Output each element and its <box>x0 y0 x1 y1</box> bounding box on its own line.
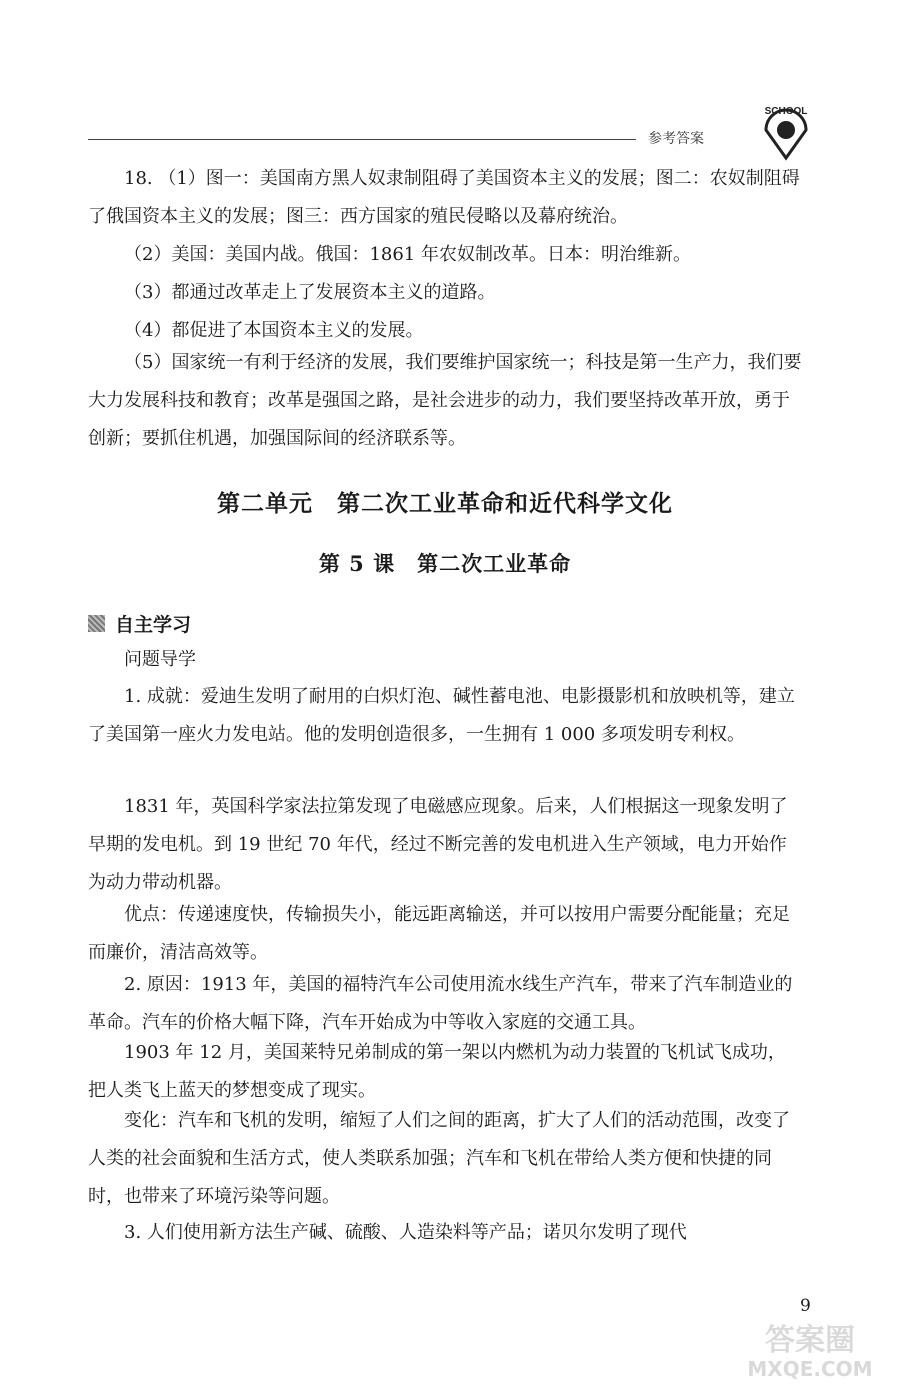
page-number: 9 <box>800 1296 811 1316</box>
main-paragraph-2: 1831 年，英国科学家法拉第发现了电磁感应现象。后来，人们根据这一现象发明了早期的发电机。到 19 世纪 70 年代，经过不断完善的发电机进入生产领域，电力开始作为动力带动机器。 <box>88 796 788 893</box>
section-heading <box>88 606 191 640</box>
school-logo <box>756 100 816 162</box>
header-label: 参考答案 <box>648 131 704 147</box>
main-paragraph-6: 变化：汽车和飞机的发明，缩短了人们之间的距离，扩大了人们的活动范围，改变了人类的社会面貌和生活方式，使人类联系加强；汽车和飞机在带给人类方便和快捷的同时，也带来了环境污染等问题。 <box>88 1110 790 1207</box>
answer-18-part-3: （3）都通过改革走上了发展资本主义的道路。 <box>124 282 496 303</box>
unit-title: 第二单元 第二次工业革命和近代科学文化 <box>217 491 673 517</box>
logo-text: SCHOOL <box>764 106 808 117</box>
lesson-title: 第 5 课 第二次工业革命 <box>318 551 572 576</box>
answer-18-part-2: （2）美国：美国内战。俄国：1861 年农奴制改革。日本：明治维新。 <box>124 244 691 265</box>
header-rule <box>88 139 636 140</box>
answer-18-part-5: （5）国家统一有利于经济的发展，我们要维护国家统一；科技是第一生产力，我们要大力发展科技和教育；改革是强国之路，是社会进步的动力，我们要坚持改革开放，勇于创新；要抓住机遇，加强国际间的经济联系等。 <box>88 352 802 449</box>
main-paragraph-4: 2. 原因：1913 年，美国的福特汽车公司使用流水线生产汽车，带来了汽车制造业的革命。汽车的价格大幅下降，汽车开始成为中等收入家庭的交通工具。 <box>88 974 793 1033</box>
section-marker-icon <box>88 615 105 632</box>
sub-heading: 问题导学 <box>124 649 196 670</box>
main-paragraph-5: 1903 年 12 月，美国莱特兄弟制成的第一架以内燃机为动力装置的飞机试飞成功，把人类飞上蓝天的梦想变成了现实。 <box>88 1042 786 1101</box>
answer-18-part-4: （4）都促进了本国资本主义的发展。 <box>124 320 424 341</box>
watermark-logo <box>730 1316 890 1382</box>
watermark-text-1: 答案圈 <box>765 1323 855 1358</box>
main-paragraph-3: 优点：传递速度快，传输损失小，能远距离输送，并可以按用户需要分配能量；充足而廉价，清洁高效等。 <box>88 904 790 963</box>
answer-18-part-1: 18. （1）图一：美国南方黑人奴隶制阻碍了美国资本主义的发展；图二：农奴制阻碍了俄国资本主义的发展；图三：西方国家的殖民侵略以及幕府统治。 <box>88 168 800 227</box>
section-label: 自主学习 <box>115 613 192 636</box>
main-paragraph-1: 1. 成就：爱迪生发明了耐用的白炽灯泡、碱性蓄电池、电影摄影机和放映机等，建立了美国第一座火力发电站。他的发明创造很多，一生拥有 1 000 多项发明专利权。 <box>88 686 795 745</box>
watermark-text-2: MXQE.COM <box>747 1357 873 1381</box>
main-paragraph-7: 3. 人们使用新方法生产碱、硫酸、人造染料等产品；诺贝尔发明了现代 <box>124 1222 687 1243</box>
